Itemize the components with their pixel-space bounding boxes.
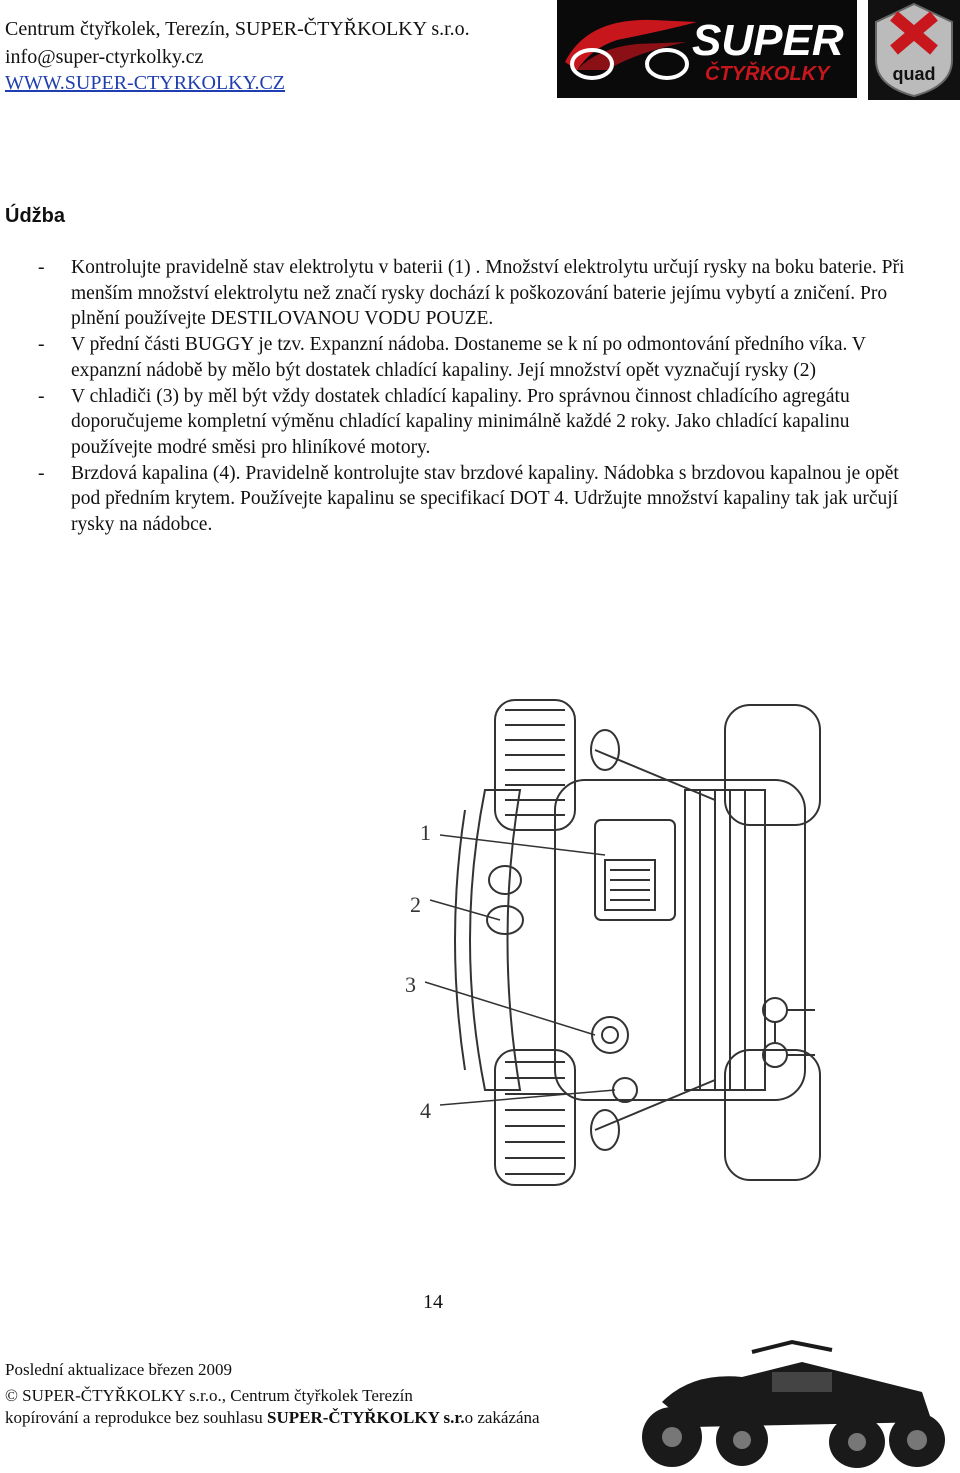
list-item-text: Brzdová kapalina (4). Pravidelně kontrolujte stav brzdové kapaliny. Nádobka s brzdovou kapalnou je opět pod předním krytem. Používejte kapalinu se specifikací DOT 4. Udržujte množství kapaliny tak jak určují rysky na nádobce. <box>71 462 899 536</box>
footer-copyright: © SUPER-ČTYŘKOLKY s.r.o., Centrum čtyřkolek Terezín <box>5 1386 413 1405</box>
page-number: 14 <box>423 1291 443 1313</box>
x-quad-logo <box>868 0 960 100</box>
logo-text: SUPER <box>692 16 844 65</box>
list-item-text: Kontrolujte pravidelně stav elektrolytu v baterii (1) . Množství elektrolytu určují rysky na boku baterie. Při menším množství elektrolytu než značí rysky dochází k poškozování baterie jejímu vybytí a zničení. Pro plnění používejte DESTILOVANOU VODU POUZE. <box>71 257 905 330</box>
super-ctyrkolky-logo <box>557 0 857 98</box>
footer-notice-suffix: o zakázána <box>464 1408 540 1427</box>
list-item-text: V přední části BUGGY je tzv. Expanzní nádoba. Dostaneme se k ní po odmontování předního víka. V expanzní nádobě by mělo být dostatek chladící kapaliny. Její množství opět vyznačují rysky (2) <box>71 334 866 381</box>
maintenance-list <box>38 255 918 538</box>
footer-notice <box>5 1408 540 1428</box>
callout-1: 1 <box>420 820 431 845</box>
list-dash: - <box>38 257 45 278</box>
logo-subtext: ČTYŘKOLKY <box>705 63 830 85</box>
list-item-text: V chladiči (3) by měl být vždy dostatek chladící kapaliny. Pro správnou činnost chladícího agregátu doporučujeme kompletní výměnu chladící kapaliny minimálně každé 2 roky. Jako chladící kapalinu používejte modré směsi pro hliníkové motory. <box>71 385 850 458</box>
quad-text: quad <box>892 64 936 84</box>
section-title: Údžba <box>5 205 65 227</box>
atv-photo <box>632 1332 960 1468</box>
callout-2: 2 <box>410 892 421 917</box>
footer-notice-bold: SUPER-ČTYŘKOLKY s.r. <box>267 1408 465 1427</box>
footer-updated: Poslední aktualizace březen 2009 <box>5 1360 233 1379</box>
list-dash: - <box>38 334 45 356</box>
footer-notice-prefix: kopírování a reprodukce bez souhlasu <box>5 1408 267 1427</box>
logo-graphic <box>557 0 857 98</box>
list-item <box>38 384 918 461</box>
atv-illustration <box>632 1332 960 1468</box>
list-dash: - <box>38 385 45 407</box>
header-website-link[interactable]: WWW.SUPER-CTYRKOLKY.CZ <box>5 72 286 94</box>
buggy-schematic <box>395 690 845 1195</box>
list-item <box>38 332 918 383</box>
buggy-front-diagram <box>395 690 845 1195</box>
callout-3: 3 <box>405 972 416 997</box>
list-item <box>38 461 918 538</box>
list-dash: - <box>38 462 45 484</box>
list-item <box>38 255 918 332</box>
x-quad-graphic <box>868 0 960 100</box>
callout-4: 4 <box>420 1098 431 1123</box>
header-company-line: Centrum čtyřkolek, Terezín, SUPER-ČTYŘKOLKY s.r.o. <box>5 18 470 40</box>
header-email: info@super-ctyrkolky.cz <box>5 46 204 68</box>
